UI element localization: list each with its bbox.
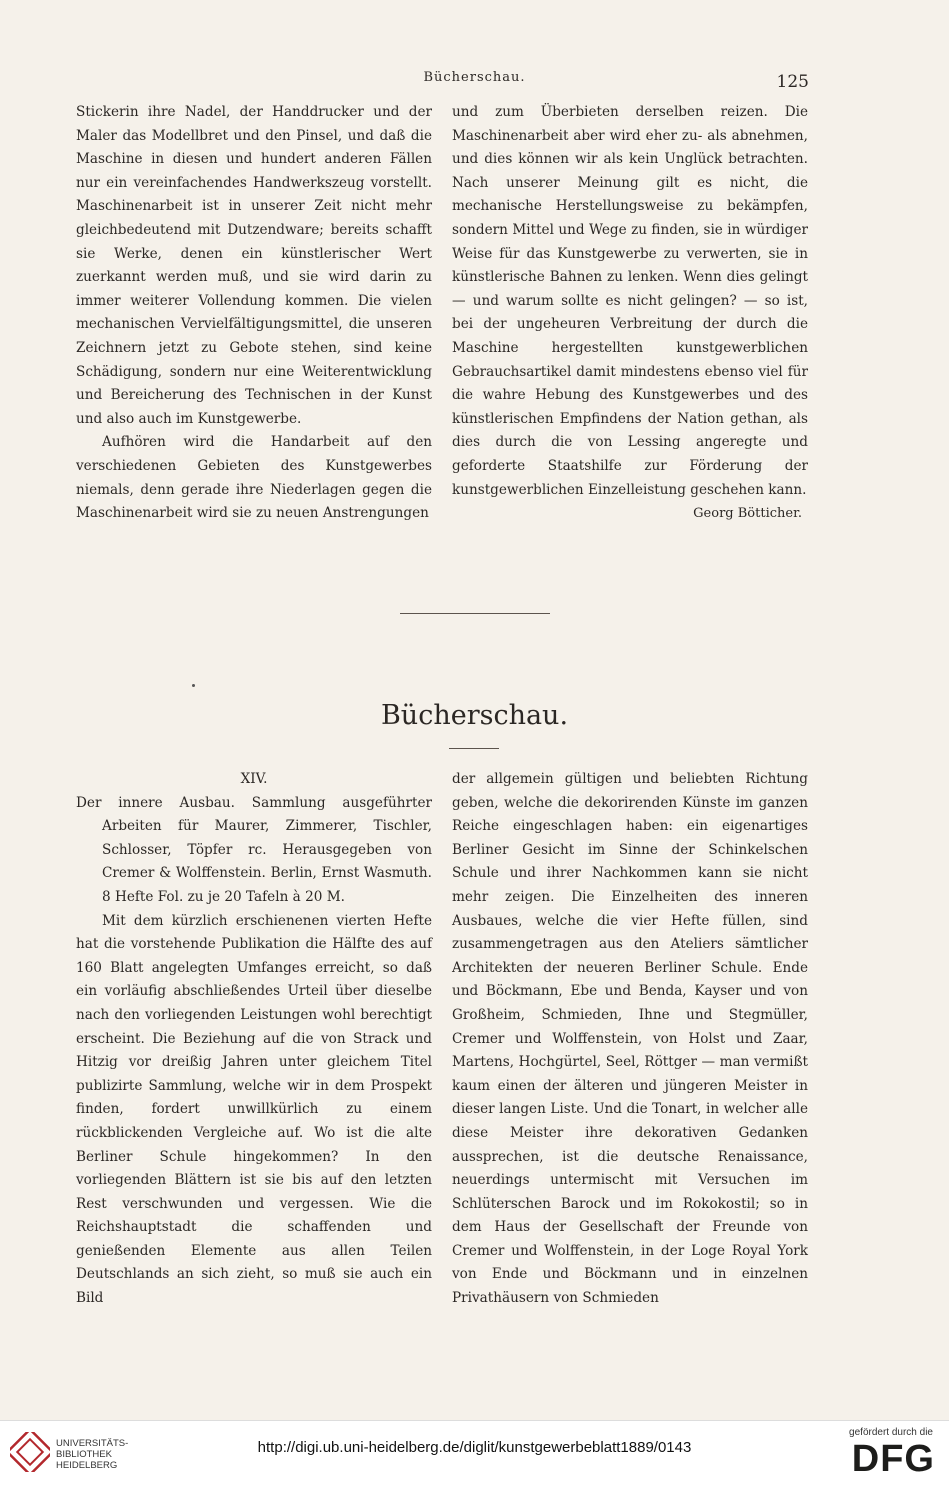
paragraph: Mit dem kürzlich erschienenen vierten Hefte hat die vorstehende Publikation die Hälfte des auf 160 Blatt angelegten Umfanges erreicht, so daß ein vorläufig abschließendes Urteil über dieselbe nach den vorliegenden Leistungen wohl berechtigt erscheint. Die Beziehung auf die von Strack und Hitzig vor dreißig Jahren unter gleichem Titel publizirte Sammlung, welche wir in dem Prospekt finden, fordert unwillkürlich zu einem rückblickenden Vergleiche auf. Wo ist die alte Berliner Schule hingekommen? In den vorliegenden Blättern ist sie bis auf den letzten Rest verschwunden und vergessen. Wie die Reichshauptstadt die schaffenden und genießenden Elemente aus allen Teilen Deutschlands an sich zieht, so muß sie auch ein Bild [76, 912, 432, 1307]
permalink[interactable]: http://digi.ub.uni-heidelberg.de/diglit/kunstgewerbeblatt1889/0143 [257, 1439, 692, 1456]
paragraph: und zum Überbieten derselben reizen. Die Maschinenarbeit aber wird eher zu- als abnehmen, und dies können wir als kein Unglück betrachten. Nach unserer Meinung gilt es nicht, die mechanische Herstellungsweise zu bekämpfen, sondern Mittel und Wege zu finden, sie in würdiger Weise für das Kunstgewerbe zu verwerten, sie in künstlerische Bahnen zu lenken. Wenn dies gelingt — und warum sollte es nicht gelingen? — so ist, bei der ungeheuren Verbreitung der durch die Maschine hergestellten kunstgewerblichen Gebrauchsartikel damit mindestens ebenso viel für die wahre Hebung des Kunstgewerbes und des künstlerischen Empfindens der Nation gethan, als dies durch die von Lessing angeregte und geforderte Staatshilfe zur Förderung der kunstgewerblichen Einzelleistung geschehen kann. [452, 104, 808, 498]
paragraph: Aufhören wird die Handarbeit auf den verschiedenen Gebieten des Kunstgewerbes niemals, denn gerade ihre Niederlagen gegen die Maschinenarbeit wird sie zu neuen Anstrengungen [76, 434, 432, 522]
top-right-column [452, 101, 808, 526]
viewer-footer [0, 1420, 949, 1488]
author-signature: Georg Bötticher. [693, 506, 802, 522]
bottom-right-column [452, 768, 808, 1311]
bibliographic-entry: Der innere Ausbau. Sammlung ausgeführter Arbeiten für Maurer, Zimmerer, Tischler, Schlosser, Töpfer rc. Herausgegeben von Cremer & Wolffenstein. Berlin, Ernst Wasmuth. 8 Hefte Fol. zu je 20 Tafeln à 20 M. [76, 794, 432, 905]
review-number: XIV. [240, 771, 268, 787]
library-name: UNIVERSITÄTS- BIBLIOTHEK HEIDELBERG [56, 1438, 129, 1471]
section-title: Bücherschau. [380, 700, 569, 731]
bottom-left-column [76, 768, 432, 1311]
running-head: Bücherschau. [423, 70, 526, 85]
paragraph: Stickerin ihre Nadel, der Handdrucker und der Maler das Modellbret und den Pinsel, und daß die Maschine in diesen und hundert anderen Fällen nur ein vereinfachendes Handwerkszeug vorstellt. Maschinenarbeit ist in unserer Zeit nicht mehr gleichbedeutend mit Dutzendware; bereits schafft sie Werke, denen ein künstlerischer Wert zuerkannt werden muß, und sie wird darin zu immer weiterer Vollendung kommen. Die vielen mechanischen Vervielfältigungsmittel, die unseren Zeichnern jetzt zu Gebote stehen, sind keine Schädigung, sondern nur eine Weiterentwicklung und Bereicherung des Technischen in der Kunst und also auch im Kunstgewerbe. [76, 104, 432, 427]
paragraph: der allgemein gültigen und beliebten Richtung geben, welche die dekorirenden Künste im ganzen Reiche eingeschlagen haben: ein eigenartiges Berliner Gesicht im Sinne der Schinkelschen Schule und ihrer Nachkommen kann sie nicht mehr zeigen. Die Einzelheiten des inneren Ausbaues, welche die vier Hefte füllen, sind zusammengetragen aus den Ateliers sämtlicher Architekten der neueren Berliner Schule. Ende und Böckmann, Ebe und Benda, Kayser und von Großheim, Schmieden, Ihne und Stegmüller, Cremer und Wolffenstein, von Holst und Zaar, Martens, Hochgürtel, Seel, Röttger — man vermißt kaum einen der älteren und jüngeren Meister in dieser langen Liste. Und die Tonart, in welcher alle diese Meister ihre dekorativen Gedanken aussprechen, ist die deutsche Renaissance, neuerdings untermischt mit Versuchen im Schlüterschen Barock und im Rokokostil; so in dem Haus der Gesellschaft der Freunde von Cremer und Wolffenstein, in der Loge Royal York von Ende und Böckmann und in einzelnen Privathäusern von Schmieden [452, 771, 808, 1307]
title-underline [449, 748, 499, 749]
dfg-logo: DFG [851, 1438, 935, 1480]
top-left-column [76, 101, 432, 526]
funded-by-label: gefördert durch die [849, 1427, 933, 1438]
page-number: 125 [776, 72, 809, 92]
section-divider [400, 613, 550, 614]
scan-speck [192, 684, 195, 687]
